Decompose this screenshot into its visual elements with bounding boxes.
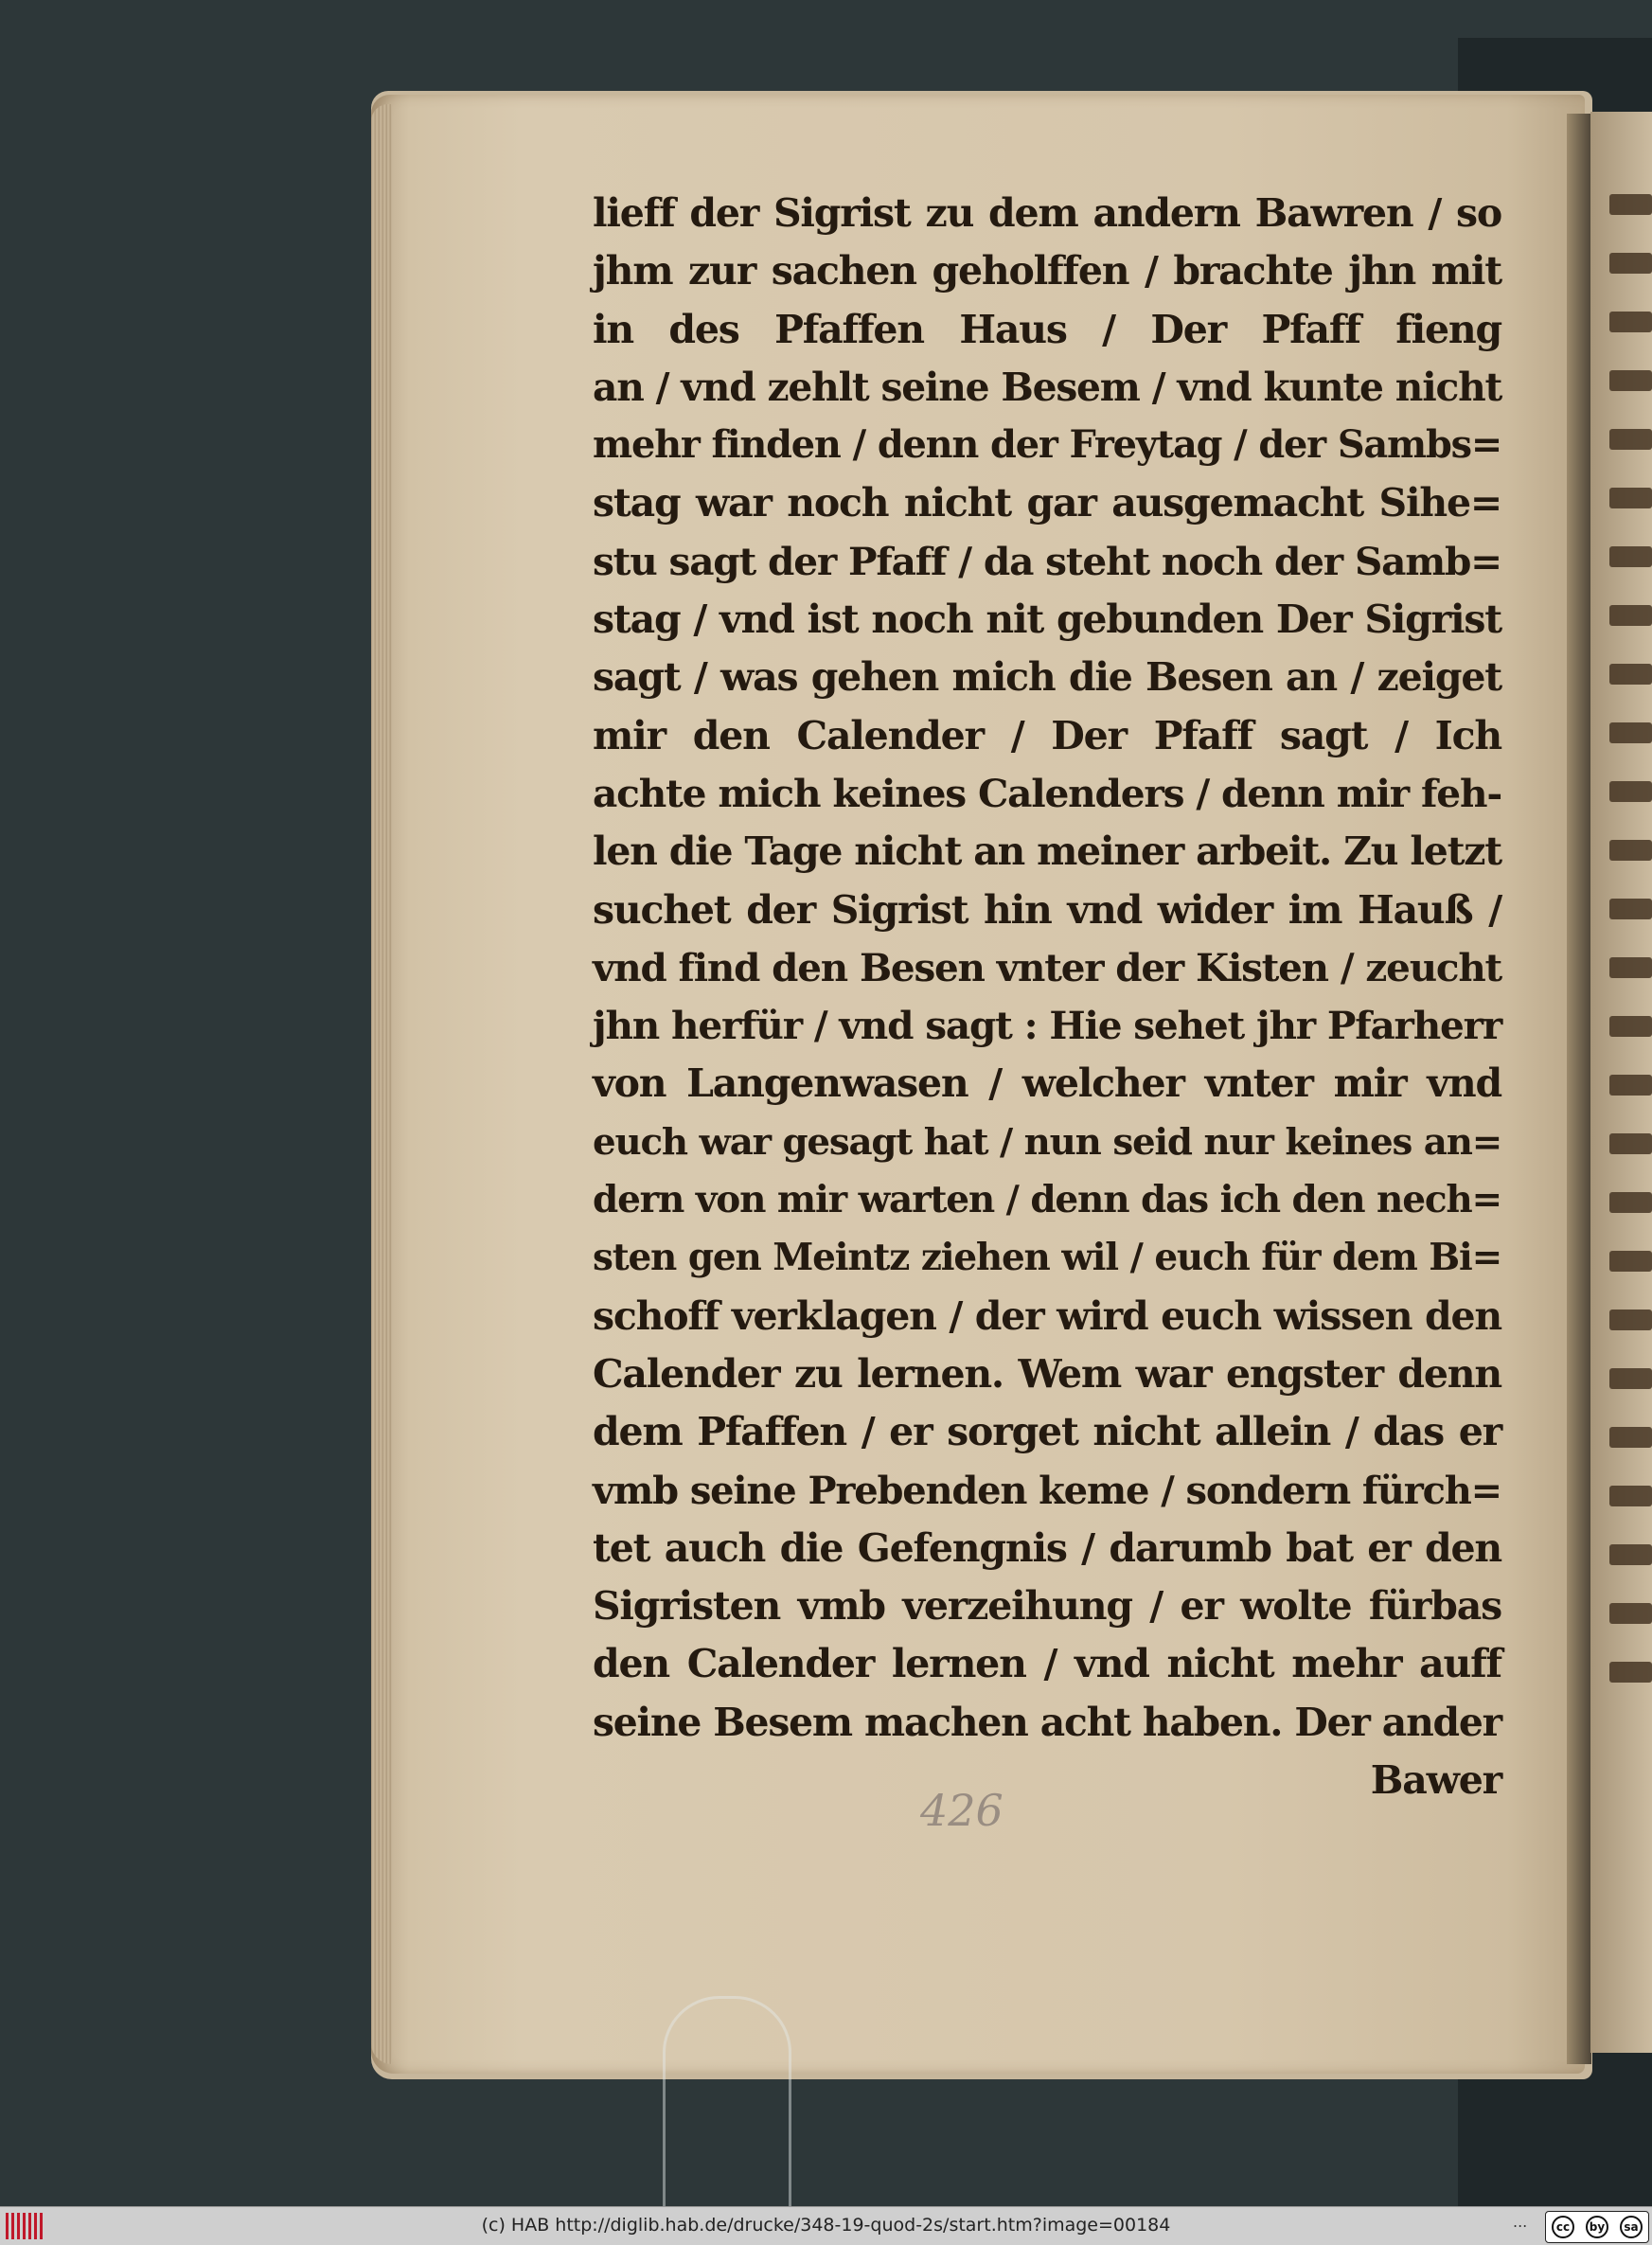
text-line: euch war gesagt hat / nun seid nur keines an= [593, 1120, 1501, 1164]
text-line: Calender zu lernen. Wem war engster denn [593, 1350, 1501, 1397]
page-text [593, 185, 1501, 1813]
page-edges [371, 104, 392, 2064]
text-line: den Calender lernen / vnd nicht mehr auff [593, 1641, 1501, 1687]
text-line: vmb seine Prebenden keme / sondern fürch= [593, 1468, 1501, 1513]
text-line: seine Besem machen acht haben. Der ander [593, 1699, 1501, 1745]
sa-icon: sa [1620, 2216, 1643, 2238]
text-line: jhn herfür / vnd sagt : Hie sehet jhr Pfarherr [593, 1003, 1501, 1049]
footer-more: ... [1513, 2213, 1528, 2231]
text-line: mehr finden / denn der Freytag / der Sambs= [593, 423, 1501, 468]
right-page-text-fragments [1609, 194, 1652, 1747]
page-number: 426 [920, 1785, 1004, 1836]
by-icon: by [1586, 2216, 1608, 2238]
text-line: stu sagt der Pfaff / da steht noch der Samb= [593, 538, 1501, 584]
text-line: vnd find den Besen vnter der Kisten / zeucht [593, 944, 1501, 990]
text-line: Sigristen vmb verzeihung / er wolte fürbas [593, 1583, 1501, 1630]
footer-copyright-link[interactable]: (c) HAB http://diglib.hab.de/drucke/348-19-quod-2s/start.htm?image=00184 [481, 2215, 1171, 2236]
text-line: in des Pfaffen Haus / Der Pfaff fieng [593, 306, 1501, 352]
footer-bar [0, 2206, 1652, 2245]
text-line: len die Tage nicht an meiner arbeit. Zu letzt [593, 829, 1501, 875]
cc-icon: cc [1552, 2216, 1574, 2238]
book-gutter [1567, 114, 1591, 2064]
text-line: suchet der Sigrist hin vnd wider im Hauß / [593, 886, 1501, 933]
text-line: an / vnd zehlt seine Besem / vnd kunte nicht [593, 364, 1502, 410]
text-line: Bawer [1370, 1757, 1501, 1804]
text-line: schoff verklagen / der wird euch wissen den [593, 1292, 1501, 1339]
text-line: achte mich keines Calenders / denn mir feh- [593, 770, 1501, 816]
text-line: sten gen Meintz ziehen wil / euch für dem Bi= [593, 1236, 1501, 1280]
cc-license-badge[interactable] [1545, 2211, 1649, 2243]
text-line: stag / vnd ist noch nit gebunden Der Sigrist [593, 597, 1501, 643]
text-line: sagt / was gehen mich die Besen an / zeiget [593, 654, 1501, 701]
page-clip-holder [663, 1996, 791, 2226]
text-line: mir den Calender / Der Pfaff sagt / Ich [593, 712, 1501, 758]
text-line: tet auch die Gefengnis / darumb bat er den [593, 1524, 1501, 1571]
text-line: stag war noch nicht gar ausgemacht Sihe= [593, 480, 1501, 526]
text-line: dern von mir warten / denn das ich den nech= [593, 1178, 1501, 1222]
text-line: jhm zur sachen geholffen / brachte jhn mit [593, 248, 1501, 294]
text-line: von Langenwasen / welcher vnter mir vnd [593, 1060, 1501, 1107]
text-line: lieff der Sigrist zu dem andern Bawren / so [593, 190, 1501, 236]
text-line: dem Pfaffen / er sorget nicht allein / das er [593, 1409, 1501, 1455]
